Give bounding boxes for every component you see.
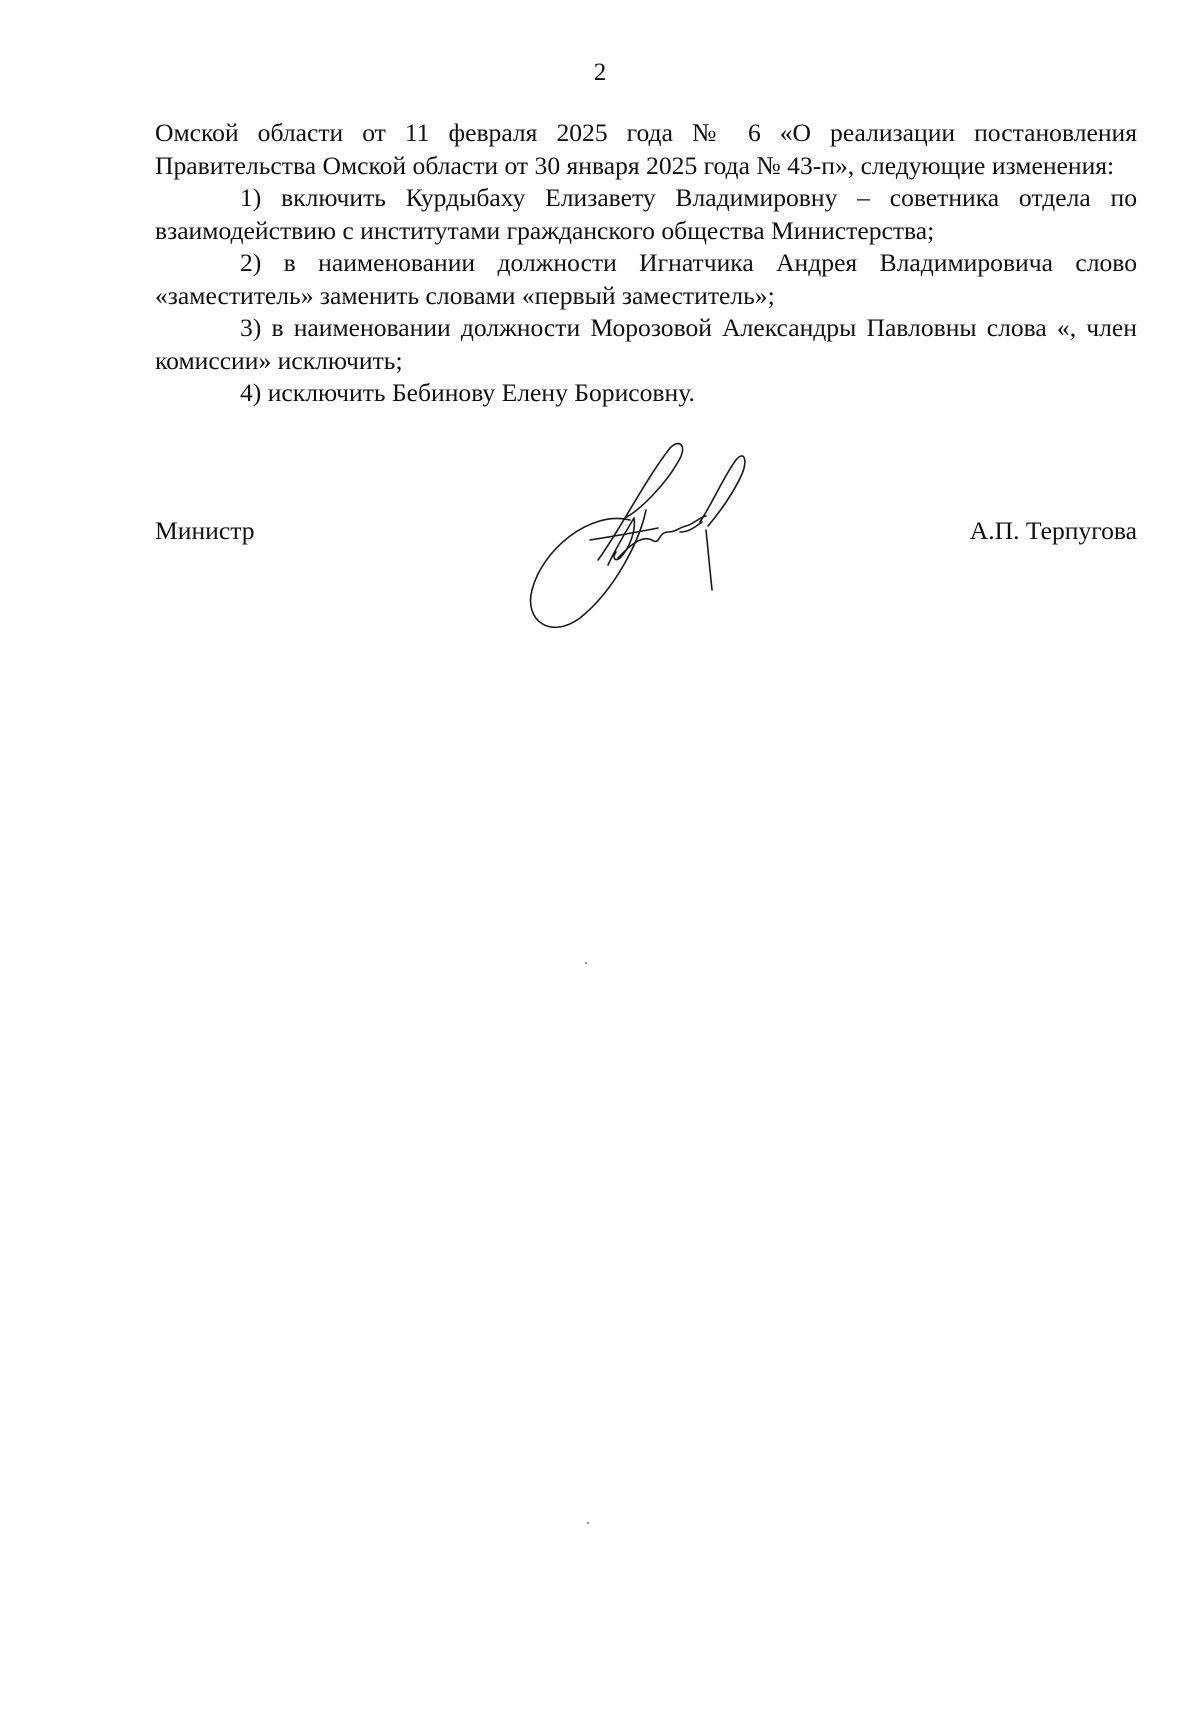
intro-paragraph: Омской области от 11 февраля 2025 года № 6 «О реализации постановления Правительства Омской области от 30 января 2025 года № 43-п», следующие изменения: bbox=[155, 118, 1137, 180]
document-body bbox=[155, 117, 1137, 410]
list-item-3: 3) в наименовании должности Морозовой Александры Павловны слова «, член комиссии» исключить; bbox=[155, 313, 1137, 375]
handwritten-signature bbox=[520, 440, 790, 640]
list-item-1: 1) включить Курдыбаху Елизавету Владимировну – советника отдела по взаимодействию с институтами гражданского общества Министерства; bbox=[155, 183, 1137, 245]
scan-speck bbox=[587, 1522, 589, 1524]
page-number: 2 bbox=[593, 59, 607, 86]
signatory-name: А.П. Терпугова bbox=[969, 516, 1137, 545]
list-item-4: 4) исключить Бебинову Елену Борисовну. bbox=[240, 378, 695, 407]
signatory-title: Министр bbox=[155, 516, 255, 545]
scan-speck bbox=[585, 962, 587, 964]
list-item-2: 2) в наименовании должности Игнатчика Андрея Владимировича слово «заместитель» заменить словами «первый заместитель»; bbox=[155, 248, 1137, 310]
